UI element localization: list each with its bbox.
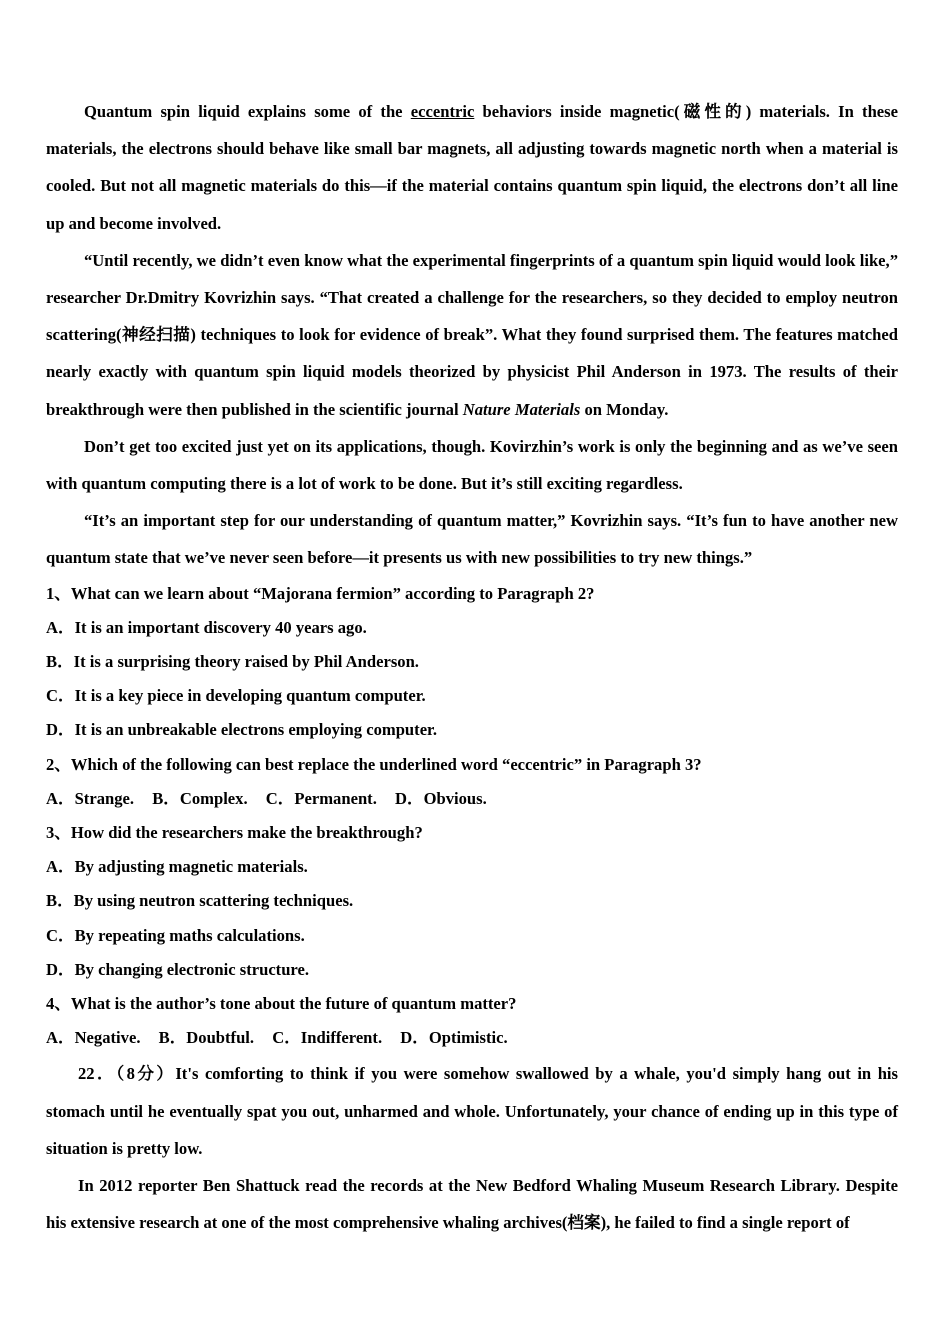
section-22-paragraph-1 [46, 1055, 898, 1167]
option-2b: B．Complex. [152, 788, 248, 808]
question-4: 4、What is the author’s tone about the future of quantum matter? [46, 994, 517, 1014]
option-3b: B．By using neutron scattering techniques. [46, 891, 354, 911]
option-2d: D．Obvious. [395, 788, 487, 808]
question-3: 3、How did the researchers make the breakthrough? [46, 823, 423, 843]
question-1: 1、What can we learn about “Majorana fermion” according to Paragraph 2? [46, 583, 595, 603]
options-2 [46, 782, 898, 816]
passage-paragraph-1 [46, 93, 898, 242]
underlined-word: eccentric [410, 102, 475, 121]
text-span: behaviors inside magnetic(磁性的) materials. In these materials, the electrons should behave like small bar magnets, all adjusting towards magnetic north when a material is cooled. But not all magnetic materials do this—if the material contains quantum spin liquid, the electrons don’t all line up and become involved. [46, 102, 898, 233]
passage-paragraph-2 [46, 242, 898, 428]
passage-paragraph-4: “It’s an important step for our understanding of quantum matter,” Kovrizhin says. “It’s fun to have another new quantum state that we’ve never seen before—it presents us with new possibilities to try new things.” [46, 511, 898, 568]
options-4 [46, 1021, 898, 1055]
option-1a: A．It is an important discovery 40 years ago. [46, 617, 367, 637]
text-span: It's comforting to think if you were somehow swallowed by a whale, you'd simply hang out in his stomach until he eventually spat you out, unharmed and whole. Unfortunately, your chance of ending up in this type of situation is pretty low. [46, 1064, 898, 1158]
option-1d: D．It is an unbreakable electrons employing computer. [46, 720, 438, 740]
option-3c: C．By repeating maths calculations. [46, 925, 305, 945]
option-2a: A．Strange. [46, 788, 135, 808]
text-span: Quantum spin liquid explains some of the [84, 102, 411, 121]
journal-name: Nature Materials [462, 399, 581, 419]
option-4a: A．Negative. [46, 1028, 141, 1048]
question-number: 22．（8分） [78, 1064, 176, 1084]
option-4b: B．Doubtful. [158, 1028, 255, 1048]
option-4d: D．Optimistic. [400, 1028, 508, 1048]
passage-paragraph-3: Don’t get too excited just yet on its applications, though. Kovirzhin’s work is only the beginning and as we’ve seen with quantum computing there is a lot of work to be done. But it’s still exciting regardless. [46, 436, 898, 494]
option-4c: C．Indifferent. [272, 1028, 383, 1048]
option-3a: A．By adjusting magnetic materials. [46, 857, 308, 877]
option-2c: C．Permanent. [265, 788, 377, 808]
option-1b: B．It is a surprising theory raised by Phil Anderson. [46, 652, 419, 672]
question-2: 2、Which of the following can best replace the underlined word “eccentric” in Paragraph 3? [46, 754, 702, 774]
section-22-paragraph-2: In 2012 reporter Ben Shattuck read the records at the New Bedford Whaling Museum Research Library. Despite his extensive research at one of the most comprehensive whaling archives(档案), he failed to find a single report of [46, 1176, 898, 1233]
document-page [46, 93, 898, 1242]
text-span: “Until recently, we didn’t even know what the experimental fingerprints of a quantum spin liquid would look like,” researcher Dr.Dmitry Kovrizhin says. “That created a challenge for the researchers, so they decided to employ neutron scattering(神经扫描) techniques to look for evidence of break”. What they found surprised them. The features matched nearly exactly with quantum spin liquid models theorized by physicist Phil Anderson in 1973. The results of their breakthrough were then published in the scientific journal [46, 250, 898, 419]
text-span: on Monday. [580, 399, 669, 419]
option-1c: C．It is a key piece in developing quantum computer. [46, 686, 426, 706]
option-3d: D．By changing electronic structure. [46, 959, 310, 979]
